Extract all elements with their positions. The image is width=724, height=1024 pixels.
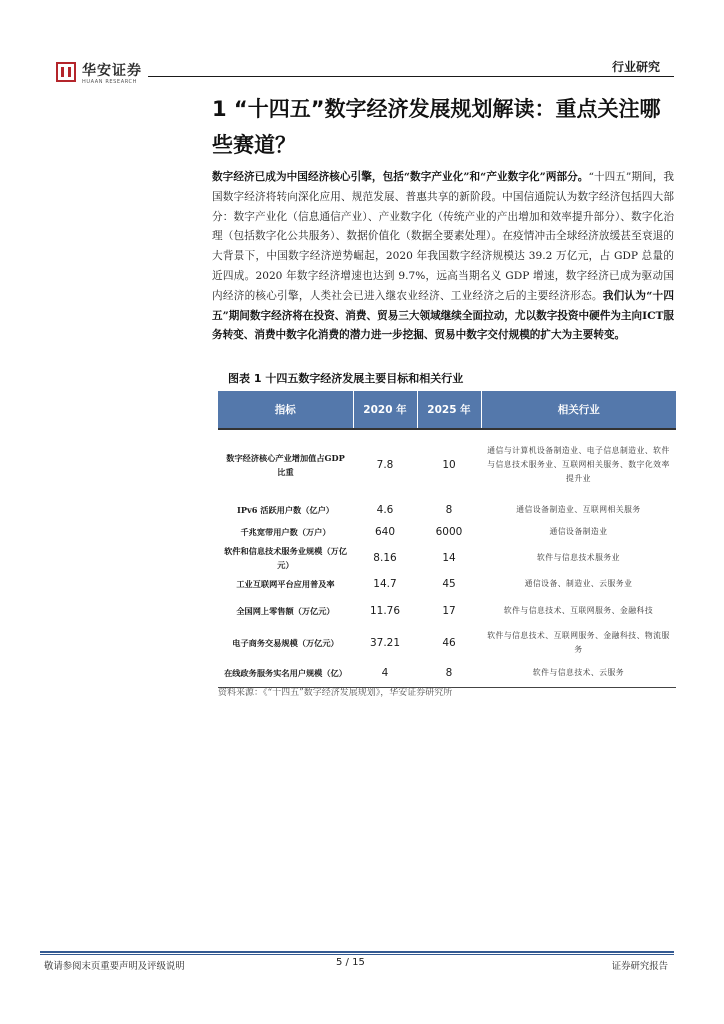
cell-2020: 8.16 [373,552,397,564]
cell-2020: 640 [374,526,396,538]
table-row [218,429,676,499]
header-indicator: 指标 [218,391,353,429]
header-2025: 2025 年 [417,391,481,429]
cell-indicator: 电子商务交易规模（万亿元） [232,638,339,648]
cell-related: 通信与计算机设备制造业、电子信息制造业、软件与信息技术服务业、互联网相关服务、数字化效率提升业 [487,445,670,483]
cell-2020: 37.21 [369,637,401,649]
cell-2020: 4 [381,666,389,679]
cell-2025: 14 [442,552,456,564]
table-header-row [218,391,676,429]
footer-divider [40,951,674,953]
logo-chinese-name: 华安证券 [82,63,142,79]
header-2020: 2020 年 [353,391,417,429]
table-title: 图表 1 十四五数字经济发展主要目标和相关行业 [228,372,464,385]
cell-2025: 10 [442,458,456,471]
cell-related: 通信设备、制造业、云服务业 [524,579,633,588]
cell-2025: 8 [445,504,453,516]
cell-2025: 6000 [435,526,463,538]
section-label: 行业研究 [611,60,660,74]
table-row [218,499,676,521]
lead-sentence: 数字经济已成为中国经济核心引擎，包括“数字产业化”和“产业数字化”两部分。 [212,171,589,183]
cell-2025: 45 [442,578,456,590]
cell-2020: 7.8 [376,458,394,471]
cell-indicator: 工业互联网平台应用普及率 [236,579,335,589]
cell-indicator: IPv6 活跃用户数（亿户） [237,505,334,515]
cell-related: 软件与信息技术服务业 [537,553,620,562]
conclusion-sentence: 我们认为“十四五”期间数字经济将在投资、消费、贸易三大领域继续全面拉动，尤以数字投资中硬件为主向ICT服务转变、消费中数字化消费的潜力进一步挖掘、贸易中数字交付规模的扩大为主要转变。 [212,289,675,342]
cell-2025: 46 [442,637,456,649]
cell-indicator: 在线政务服务实名用户规模（亿） [224,667,347,678]
header-related: 相关行业 [481,391,676,429]
targets-table [218,391,676,688]
section-title: 1 “十四五”数字经济发展规划解读：重点关注哪些赛道？ [212,97,661,157]
table-row [218,543,676,573]
footer-report-type: 证券研究报告 [611,961,668,972]
cell-indicator: 全国网上零售额（万亿元） [236,606,335,616]
cell-related: 软件与信息技术、互联网服务、金融科技、物流服务 [487,631,670,654]
table-row [218,595,676,627]
cell-indicator: 数字经济核心产业增加值占GDP 比重 [226,452,345,477]
cell-related: 软件与信息技术、互联网服务、金融科技 [503,606,654,615]
cell-related: 通信设备制造业、互联网相关服务 [516,505,641,514]
body-paragraph [212,168,674,346]
cell-related: 软件与信息技术、云服务 [532,667,625,677]
cell-indicator: 千兆宽带用户数（万户） [240,527,331,537]
huaan-logo-icon [56,62,76,82]
body-text: “十四五”期间，我国数字经济将转向深化应用、规范发展、普惠共享的新阶段。中国信通院认为数字经济包括四大部分：数字产业化（信息通信产业）、产业数字化（传统产业的产出增加和效率提升部分）、数字化治理（包括数字化公共服务）、数据价值化（数据全要素处理）。在疫情冲击全球经济放缓甚至衰退的大背景下，中国数字经济逆势崛起，2020 年我国数字经济规模达 39.2 万亿元，占 GDP 总量的近四成。2020 年数字经济增速也达到 9.7%，远高当期名义 GDP 增速，数字经济已成为驱动国内经济的核心引擎，人类社会已进入继农业经济、工业经济之后的主要经济形态。 [212,171,674,302]
header-divider [148,76,674,77]
table-row [218,521,676,543]
page-header [48,56,674,92]
cell-2020: 11.76 [369,605,401,617]
footer-disclaimer: 敬请参阅末页重要声明及评级说明 [44,961,185,972]
table-row [218,573,676,595]
page-number: 5 / 15 [336,957,365,968]
cell-2025: 8 [445,666,453,679]
table-row [218,627,676,659]
table-source: 资料来源：《“十四五”数字经济发展规划》，华安证券研究所 [218,688,453,698]
logo-english-name: HUAAN RESEARCH [82,79,137,85]
cell-indicator: 软件和信息技术服务业规模（万亿元） [224,546,347,570]
footer-divider-thin [40,954,674,955]
cell-2025: 17 [442,605,456,617]
cell-2020: 4.6 [376,504,394,516]
cell-related: 通信设备制造业 [549,527,608,536]
table-row [218,659,676,687]
cell-2020: 14.7 [373,578,397,590]
